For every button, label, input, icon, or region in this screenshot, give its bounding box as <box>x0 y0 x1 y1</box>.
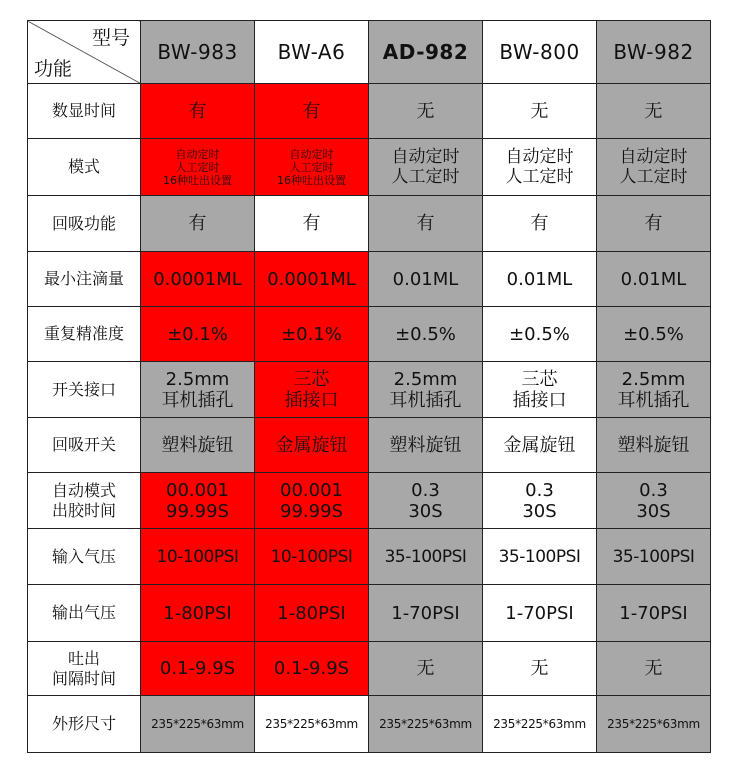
table-cell: ±0.5% <box>369 307 483 362</box>
row-label: 外形尺寸 <box>28 696 141 753</box>
table-cell: 无 <box>369 642 483 696</box>
table-cell: 自动定时 人工定时 16种吐出设置 <box>255 139 369 196</box>
row-label: 自动模式 出胶时间 <box>28 473 141 529</box>
table-cell: 0.01ML <box>597 252 711 307</box>
row-label: 吐出 间隔时间 <box>28 642 141 696</box>
table-cell: 无 <box>597 642 711 696</box>
table-row-suckback <box>28 196 711 252</box>
corner-header-cell <box>28 21 141 84</box>
table-row-switch-port <box>28 362 711 418</box>
table-row-mode <box>28 139 711 196</box>
table-cell: 235*225*63mm <box>597 696 711 753</box>
table-cell: 10-100PSI <box>255 529 369 585</box>
table-cell: 0.3 30S <box>369 473 483 529</box>
row-label: 最小注滴量 <box>28 252 141 307</box>
model-header-bw-a6: BW-A6 <box>255 21 369 84</box>
table-cell: 三芯 插接口 <box>255 362 369 418</box>
row-label: 数显时间 <box>28 84 141 139</box>
table-cell: 00.001 99.99S <box>255 473 369 529</box>
table-cell: 2.5mm 耳机插孔 <box>597 362 711 418</box>
row-label: 重复精准度 <box>28 307 141 362</box>
table-cell: 235*225*63mm <box>141 696 255 753</box>
table-cell: 有 <box>597 196 711 252</box>
table-cell: 有 <box>141 84 255 139</box>
table-cell: 1-70PSI <box>483 585 597 642</box>
table-cell: 0.01ML <box>369 252 483 307</box>
comparison-table <box>27 20 711 753</box>
table-cell: 无 <box>369 84 483 139</box>
table-cell: 自动定时 人工定时 16种吐出设置 <box>141 139 255 196</box>
table-row-display-time <box>28 84 711 139</box>
table-cell: 无 <box>597 84 711 139</box>
row-label: 输出气压 <box>28 585 141 642</box>
table-cell: 塑料旋钮 <box>369 418 483 473</box>
table-cell: 00.001 99.99S <box>141 473 255 529</box>
table-cell: 1-70PSI <box>369 585 483 642</box>
model-header-ad-982: AD-982 <box>369 21 483 84</box>
table-row-suckback-knob <box>28 418 711 473</box>
table-cell: 金属旋钮 <box>255 418 369 473</box>
table-cell: 0.0001ML <box>255 252 369 307</box>
table-row-dimensions <box>28 696 711 753</box>
table-cell: 0.01ML <box>483 252 597 307</box>
model-header-bw-983: BW-983 <box>141 21 255 84</box>
table-cell: 0.1-9.9S <box>141 642 255 696</box>
table-row-dispense-interval <box>28 642 711 696</box>
table-cell: 0.3 30S <box>483 473 597 529</box>
model-header-bw-982: BW-982 <box>597 21 711 84</box>
table-cell: 有 <box>483 196 597 252</box>
table-cell: 有 <box>255 84 369 139</box>
header-row <box>28 21 711 84</box>
table-cell: 无 <box>483 84 597 139</box>
row-label: 回吸功能 <box>28 196 141 252</box>
table-cell: 35-100PSI <box>597 529 711 585</box>
model-header-bw-800: BW-800 <box>483 21 597 84</box>
table-cell: 无 <box>483 642 597 696</box>
row-label: 输入气压 <box>28 529 141 585</box>
table-cell: ±0.5% <box>483 307 597 362</box>
table-cell: 2.5mm 耳机插孔 <box>369 362 483 418</box>
table-cell: 有 <box>369 196 483 252</box>
function-header-label: 功能 <box>34 58 73 80</box>
table-cell: 塑料旋钮 <box>597 418 711 473</box>
table-row-repeatability <box>28 307 711 362</box>
table-cell: 有 <box>141 196 255 252</box>
table-cell: ±0.1% <box>141 307 255 362</box>
table-cell: 三芯 插接口 <box>483 362 597 418</box>
table-row-output-pressure <box>28 585 711 642</box>
table-cell: 235*225*63mm <box>255 696 369 753</box>
table-cell: 有 <box>255 196 369 252</box>
table-cell: 1-80PSI <box>255 585 369 642</box>
table-cell: ±0.1% <box>255 307 369 362</box>
table-cell: 10-100PSI <box>141 529 255 585</box>
table-cell: 0.1-9.9S <box>255 642 369 696</box>
table-cell: ±0.5% <box>597 307 711 362</box>
table-cell: 自动定时 人工定时 <box>597 139 711 196</box>
table-cell: 0.0001ML <box>141 252 255 307</box>
row-label: 开关接口 <box>28 362 141 418</box>
table-row-auto-dispense-time <box>28 473 711 529</box>
table-cell: 塑料旋钮 <box>141 418 255 473</box>
table-cell: 235*225*63mm <box>369 696 483 753</box>
table-cell: 1-80PSI <box>141 585 255 642</box>
model-header-label: 型号 <box>91 27 130 49</box>
table-cell: 235*225*63mm <box>483 696 597 753</box>
table-cell: 0.3 30S <box>597 473 711 529</box>
table-row-input-pressure <box>28 529 711 585</box>
table-cell: 自动定时 人工定时 <box>369 139 483 196</box>
table-cell: 35-100PSI <box>369 529 483 585</box>
row-label: 回吸开关 <box>28 418 141 473</box>
table-cell: 2.5mm 耳机插孔 <box>141 362 255 418</box>
table-cell: 35-100PSI <box>483 529 597 585</box>
row-label: 模式 <box>28 139 141 196</box>
table-cell: 自动定时 人工定时 <box>483 139 597 196</box>
table-cell: 1-70PSI <box>597 585 711 642</box>
table-row-min-dispense <box>28 252 711 307</box>
table-cell: 金属旋钮 <box>483 418 597 473</box>
